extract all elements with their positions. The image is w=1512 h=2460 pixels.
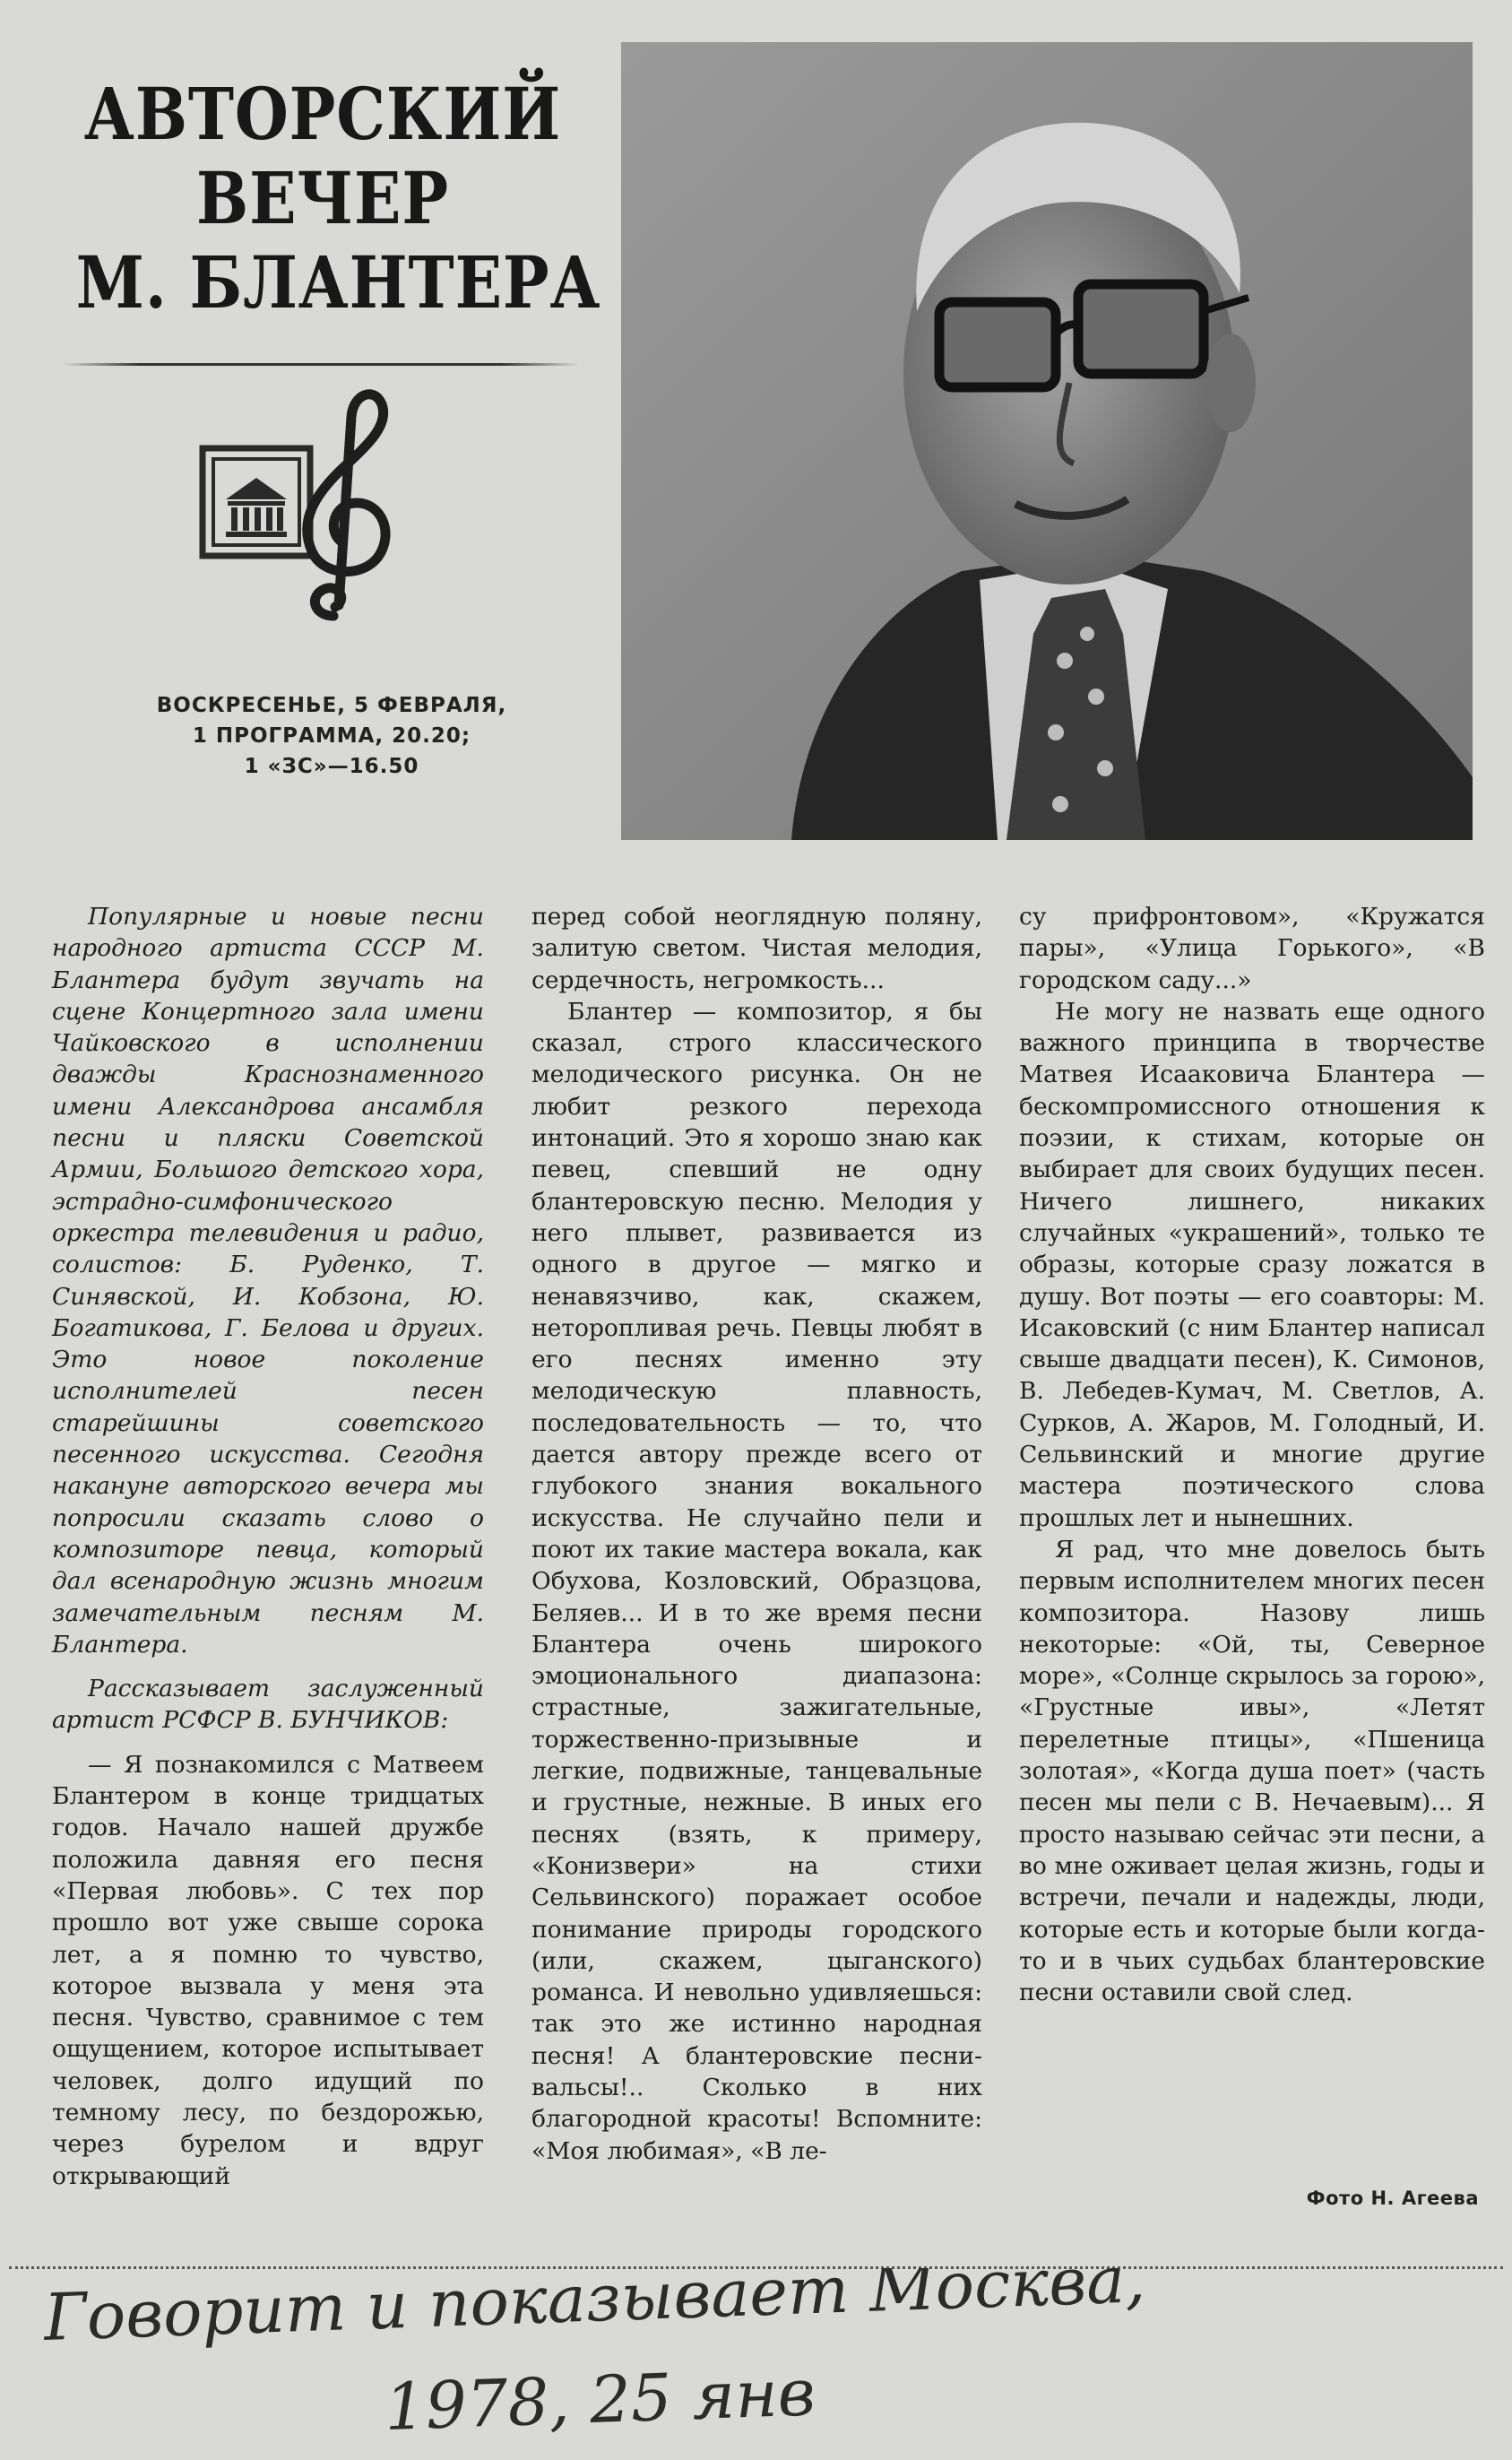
article-paragraph: перед собой неоглядную поляну, залитую светом. Чистая мелодия, сердечность, негромкость... <box>531 903 982 994</box>
article-paragraph: Я рад, что мне довелось быть первым исполнителем многих песен композитора. Назову лишь некоторые: «Ой, ты, Северное море», «Солнце скрылось за горою», «Грустные ивы», «Летят перелетные птицы», «Пшеница золотая», «Когда душа поет» (часть песен мы пели с В. Нечаевым)... Я просто называю сейчас эти песни, а во мне оживает целая жизнь, годы и встречи, печали и надежды, люди, которые есть и которые были когда-то и в чьих судьбах блантеровские песни оставили свой след. <box>1019 1535 1485 2007</box>
article-narrator-line: Рассказывает заслуженный артист РСФСР В. БУНЧИКОВ: <box>52 1675 484 1735</box>
article-paragraph: Блантер — композитор, я бы сказал, строго классического мелодического рисунка. Он не любит резкого перехода интонаций. Это я хорошо знаю как певец, спевший не одну блантеровскую песню. Мелодия у него плывет, развивается из одного в другое — мягко и ненавязчиво, как, скажем, неторопливая речь. Певцы любят в его песнях именно эту мелодическую плавность, последовательность — то, что дается автору прежде всего от глубокого знания вокального искусства. Не случайно пели и поют их такие мастера вокала, как Обухова, Козловский, Образцова, Беляев... И в то же время песни Блантера очень широкого эмоционального диапазона: страстные, зажигательные, торжественно-призывные и легкие, подвижные, танцевальные и грустные, нежные. В иных его песнях (взять, к примеру, «Конизвери» на стихи Сельвинского) поражает особое понимание природы городского (или, скажем, цыганского) романса. И невольно удивляешься: так это же истинно народная песня! А блантеровские песни-вальсы!.. Сколько в них благородной красоты! Вспомните: «Моя любимая», «В ле- <box>531 997 982 2165</box>
broadcast-line-1: ВОСКРЕСЕНЬЕ, 5 ФЕВРАЛЯ, <box>156 694 507 717</box>
article-paragraph: — Я познакомился с Матвеем Блантером в конце тридцатых годов. Начало нашей дружбе положила давняя его песня «Первая любовь». С тех пор прошло вот уже свыше сорока лет, а я помню то чувство, которое вызвала у меня эта песня. Чувство, сравнимое с тем ощущением, которое испытывает человек, долго идущий по темному лесу, по бездорожью, через бурелом и вдруг открывающий <box>52 1750 484 2190</box>
headline-rule <box>63 363 578 366</box>
article-column-1 <box>52 901 484 2192</box>
article-intro: Популярные и новые песни народного артиста СССР М. Блантера будут звучать на сцене Концертного зала имени Чайковского в исполнении дважды Краснознаменного имени Александрова ансамбля песни и пляски Советской Армии, Большого детского хора, эстрадно-симфонического оркестра телевидения и радио, солистов: Б. Руденко, Т. Синявской, И. Кобзона, Ю. Богатикова, Г. Белова и других. Это новое поколение исполнителей песен старейшины советского песенного искусства. Сегодня накануне авторского вечера мы попросили сказать слово о композиторе певца, который дал всенародную жизнь многим замечательным песням М. Блантера. <box>52 903 484 1659</box>
headline-line-2: ВЕЧЕР <box>196 156 449 240</box>
photo-credit: Фото Н. Агеева <box>1306 2187 1479 2209</box>
composer-portrait-photo <box>621 42 1473 840</box>
article-column-3 <box>1019 901 1485 2008</box>
broadcast-schedule <box>90 690 574 782</box>
article-paragraph: Не могу не назвать еще одного важного принципа в творчестве Матвея Исааковича Блантера — бескомпромиссного отношения к поэзии, к стихам, которые он выбирает для своих будущих песен. Ничего лишнего, никаких случайных «украшений», только те образы, которые сразу ложатся в душу. Вот поэты — его соавторы: М. Исаковский (с ним Блантер написал свыше двадцати песен), К. Симонов, В. Лебедев-Кумач, М. Светлов, А. Сурков, А. Жаров, М. Голодный, И. Сельвинский и многие другие мастера поэтического слова прошлых лет и нынешних. <box>1019 997 1485 1532</box>
headline-line-1: АВТОРСКИЙ <box>83 72 562 156</box>
headline <box>75 72 601 325</box>
broadcast-line-3: 1 «ЗС»—16.50 <box>244 755 419 778</box>
handwritten-note-line-1: Говорит и показывает Москва, <box>42 2268 1147 2355</box>
broadcast-line-2: 1 ПРОГРАММА, 20.20; <box>192 724 471 748</box>
handwritten-note <box>0 2268 1512 2456</box>
concert-hall-treble-clef-icon <box>199 381 423 623</box>
article-paragraph: су прифронтовом», «Кружатся пары», «Улица Горького», «В городском саду...» <box>1019 903 1485 994</box>
headline-line-3: М. БЛАНТЕРА <box>75 240 601 325</box>
article-column-2 <box>531 901 982 2167</box>
handwritten-note-line-2: 1978, 25 янв <box>383 2354 816 2445</box>
